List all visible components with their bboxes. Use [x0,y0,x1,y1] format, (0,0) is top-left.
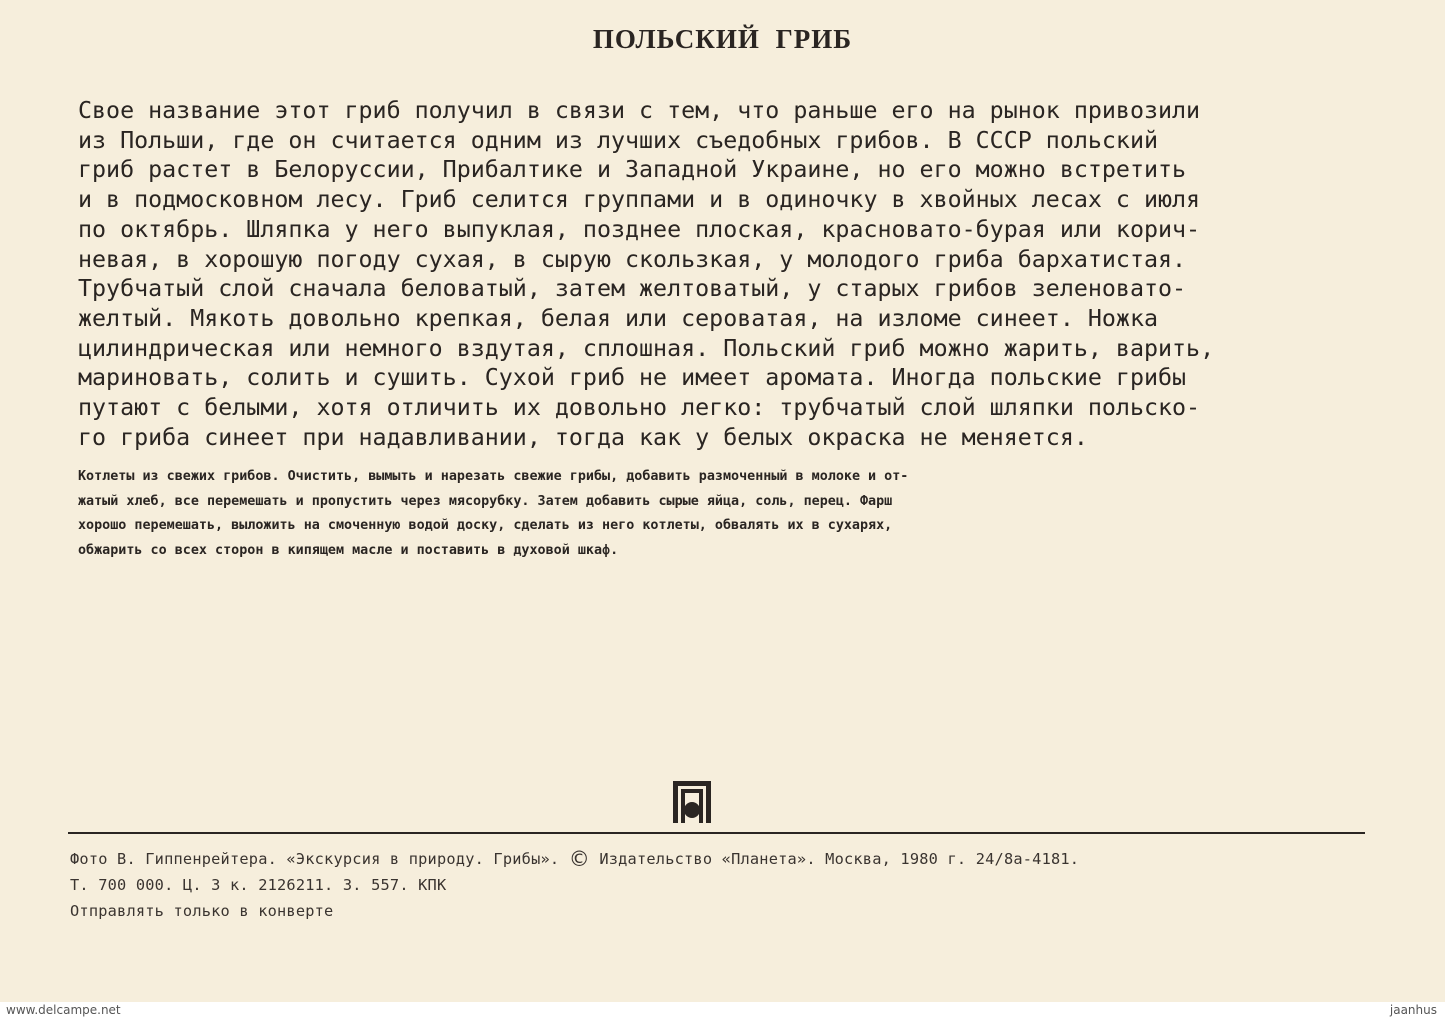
publisher-logo-icon [671,780,713,824]
imprint-line: Отправлять только в конверте [70,902,334,920]
recipe-text: Очистить, вымыть и нарезать свежие грибы, добавить размоченный в молоке и от- [279,469,909,484]
imprint-credits: Фото В. Гиппенрейтера. «Экскурсия в природу. Грибы». [70,850,569,868]
description-line: го гриба синеет при надавливании, тогда как у белых окраска не меняется. [78,423,1088,451]
description-line: цилиндрическая или немного вздутая, сплошная. Польский гриб можно жарить, варить, [78,334,1215,362]
recipe-line: жатый хлеб, все перемешать и пропустить через мясорубку. Затем добавить сырые яйца, соль, перец. Фарш [78,493,893,509]
description-line: путают с белыми, хотя отличить их довольно легко: трубчатый слой шляпки польско- [78,394,1201,422]
description-line: желтый. Мякоть довольно крепкая, белая или сероватая, на изломе синеет. Ножка [78,304,1158,332]
recipe-title: Котлеты из свежих грибов. [78,469,280,484]
recipe-line [78,465,1370,490]
page-title: ПОЛЬСКИЙ ГРИБ [592,24,853,54]
divider [68,832,1365,834]
watermark-footer [0,1002,1445,1020]
description-line: гриб растет в Белоруссии, Прибалтике и Западной Украине, но его можно встретить [78,156,1187,184]
footer-seller: jaanhus [1389,1003,1437,1017]
recipe-line: обжарить со всех сторон в кипящем масле и поставить в духовой шкаф. [78,542,619,558]
description-line: Свое название этот гриб получил в связи с тем, что раньше его на рынок привозили [78,97,1201,124]
mushroom-description [78,96,1370,452]
imprint-line [70,846,1370,872]
recipe-block [78,465,1370,563]
recipe-line: хорошо перемешать, выложить на смоченную водой доску, сделать из него котлеты, обвалять их в сухарях, [78,518,893,533]
imprint-publisher: Издательство «Планета». Москва, 1980 г. 24/8а-4181. [589,850,1080,868]
copyright-icon: © [568,847,590,871]
description-line: по октябрь. Шляпка у него выпуклая, позднее плоская, красновато-бурая или корич- [78,215,1201,243]
imprint-block [70,846,1370,924]
footer-site-link[interactable]: www.delcampe.net [6,1003,121,1017]
description-line: невая, в хорошую погоду сухая, в сырую скользкая, у молодого гриба бархатистая. [78,245,1187,273]
description-line: и в подмосковном лесу. Гриб селится группами и в одиночку в хвойных лесах с июля [78,186,1201,214]
imprint-line: Т. 700 000. Ц. 3 к. 2126211. З. 557. КПК [70,876,447,894]
description-line: Трубчатый слой сначала беловатый, затем желтоватый, у старых грибов зеленовато- [78,275,1187,303]
description-line: из Польши, где он считается одним из лучших съедобных грибов. В СССР польский [78,126,1158,154]
description-line: мариновать, солить и сушить. Сухой гриб не имеет аромата. Иногда польские грибы [78,364,1187,392]
